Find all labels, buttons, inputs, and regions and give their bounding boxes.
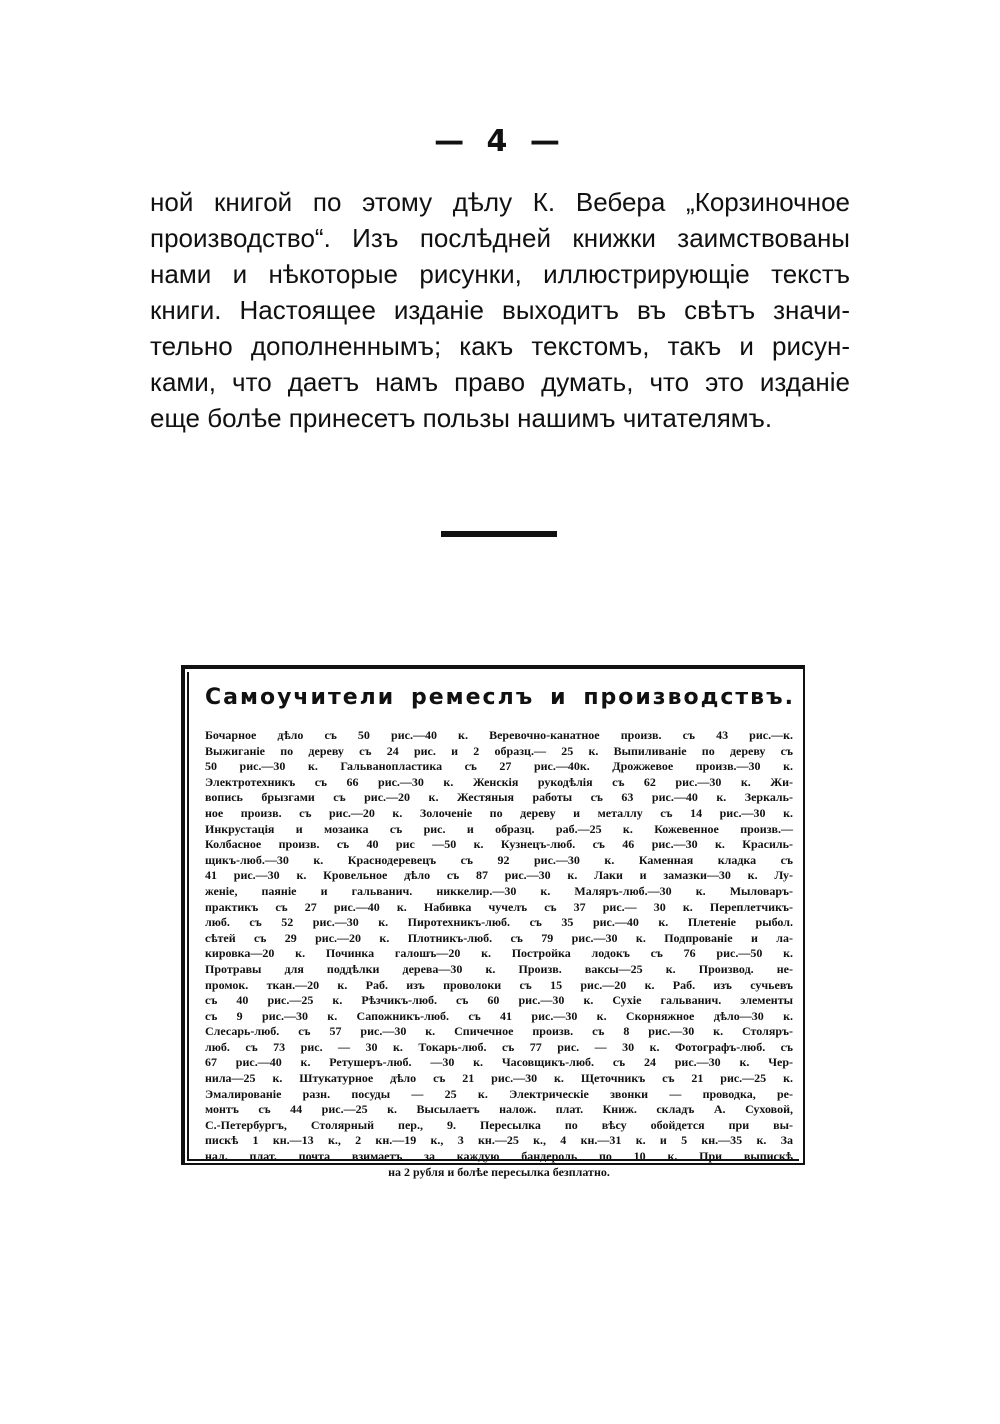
body-line: производство“. Изъ послѣдней книжки заимствованы [150, 223, 850, 253]
body-line: тельно дополненнымъ; какъ текстомъ, такъ и рисун- [150, 331, 850, 361]
advertisement-line: щикъ-люб.—30 к. Краснодеревецъ съ 92 рис.—30 к. Каменная кладка съ [205, 852, 793, 867]
advertisement-line: женіе, паяніе и гальванич. никкелир.—30 к. Маляръ-люб.—30 к. Мыловаръ- [205, 883, 793, 898]
advertisement-line: Колбасное произв. съ 40 рис —50 к. Кузнецъ-люб. съ 46 рис.—30 к. Красиль- [205, 837, 793, 852]
body-line: нами и нѣкоторые рисунки, иллюстрирующіе текстъ [150, 259, 850, 289]
body-line: еще болѣе принесетъ пользы нашимъ читателямъ. [150, 403, 773, 433]
advertisement-line: Инкрустація и мозаика съ рис. и образц. раб.—25 к. Кожевенное произв.— [205, 821, 793, 836]
advertisement-inner-rule [187, 672, 189, 1160]
advertisement-line: Эмалированіе разн. посуды — 25 к. Электрическіе звонки — проводка, ре- [205, 1086, 793, 1101]
advertisement-body [205, 728, 793, 1180]
advertisement-line: вопись брызгами съ рис.—20 к. Жестяныя работы съ 63 рис.—40 к. Зеркаль- [205, 790, 793, 805]
advertisement-line: съ 40 рис.—25 к. Рѣзчикъ-люб. съ 60 рис.—30 к. Сухіе гальванич. элементы [205, 993, 793, 1008]
advertisement-line: промок. ткан.—20 к. Раб. изъ проволоки съ 15 рис.—20 к. Раб. изъ сучьевъ [205, 977, 793, 992]
advertisement-line: люб. съ 73 рис. — 30 к. Токарь-люб. съ 77 рис. — 30 к. Фотографъ-люб. съ [205, 1039, 793, 1054]
advertisement-line: 41 рис.—30 к. Кровельное дѣло съ 87 рис.—30 к. Лаки и замазки—30 к. Лу- [205, 868, 793, 883]
advertisement-line: Электротехникъ съ 66 рис.—30 к. Женскія рукодѣлія съ 62 рис.—30 к. Жи- [205, 774, 793, 789]
advertisement-line: ное произв. съ рис.—20 к. Золоченіе по дереву и металлу съ 14 рис.—30 к. [205, 805, 793, 820]
body-line: книги. Настоящее изданіе выходитъ въ свѣтъ значи- [150, 295, 850, 325]
advertisement-line: Слесарь-люб. съ 57 рис.—30 к. Спичечное произв. съ 8 рис.—30 к. Столяръ- [205, 1024, 793, 1039]
advertisement-line: 67 рис.—40 к. Ретушеръ-люб. —30 к. Часовщикъ-люб. съ 24 рис.—30 к. Чер- [205, 1055, 793, 1070]
advertisement-line: монтъ съ 44 рис.—25 к. Высылаетъ налож. плат. Книж. складъ А. Суховой, [205, 1102, 793, 1117]
advertisement-line: люб. съ 52 рис.—30 к. Пиротехникъ-люб. съ 35 рис.—40 к. Плетеніе рыбол. [205, 915, 793, 930]
advertisement-line: кировка—20 к. Починка галошъ—20 к. Постройка лодокъ съ 76 рис.—50 к. [205, 946, 793, 961]
body-line: ками, что даетъ намъ право думать, что это изданіе [150, 367, 850, 397]
advertisement-line: сѣтей съ 29 рис.—20 к. Плотникъ-люб. съ 79 рис.—30 к. Подпрованіе и ла- [205, 930, 793, 945]
advertisement-line: на 2 рубля и болѣе пересылка безплатно. [388, 1164, 610, 1179]
advertisement-line: практикъ съ 27 рис.—40 к. Набивка чучелъ съ 37 рис.— 30 к. Переплетчикъ- [205, 899, 793, 914]
advertisement-line: съ 9 рис.—30 к. Сапожникъ-люб. съ 41 рис.—30 к. Скорняжное дѣло—30 к. [205, 1008, 793, 1023]
section-divider [441, 531, 557, 537]
body-line: ной книгой по этому дѣлу К. Вебера „Корзиночное [150, 187, 850, 217]
advertisement-title: Самоучители ремеслъ и производствъ. [205, 685, 795, 710]
page-number: — 4 — [434, 124, 566, 159]
advertisement-line: С.-Петербургъ, Столярный пер., 9. Пересылка по вѣсу обойдется при вы- [205, 1117, 793, 1132]
advertisement-line: нал. плат. почта взимаетъ за каждую бандероль по 10 к. При выпискѣ [205, 1149, 793, 1164]
advertisement-line: Выжиганіе по дереву съ 24 рис. и 2 образц.— 25 к. Выпиливаніе по дереву съ [205, 743, 793, 758]
advertisement-line: Бочарное дѣло съ 50 рис.—40 к. Веревочно-канатное произв. съ 43 рис.—к. [205, 728, 793, 742]
advertisement-line: нила—25 к. Штукатурное дѣло съ 21 рис.—30 к. Щеточникъ съ 21 рис.—25 к. [205, 1071, 793, 1086]
body-paragraph [150, 184, 850, 436]
advertisement-line: Протравы для поддѣлки дерева—30 к. Произв. ваксы—25 к. Производ. не- [205, 961, 793, 976]
advertisement-line: 50 рис.—30 к. Гальванопластика съ 27 рис.—40к. Дрожжевое произв.—30 к. [205, 759, 793, 774]
advertisement-line: пискѣ 1 кн.—13 к., 2 кн.—19 к., 3 кн.—25 к., 4 кн.—31 к. и 5 кн.—35 к. За [205, 1133, 793, 1148]
